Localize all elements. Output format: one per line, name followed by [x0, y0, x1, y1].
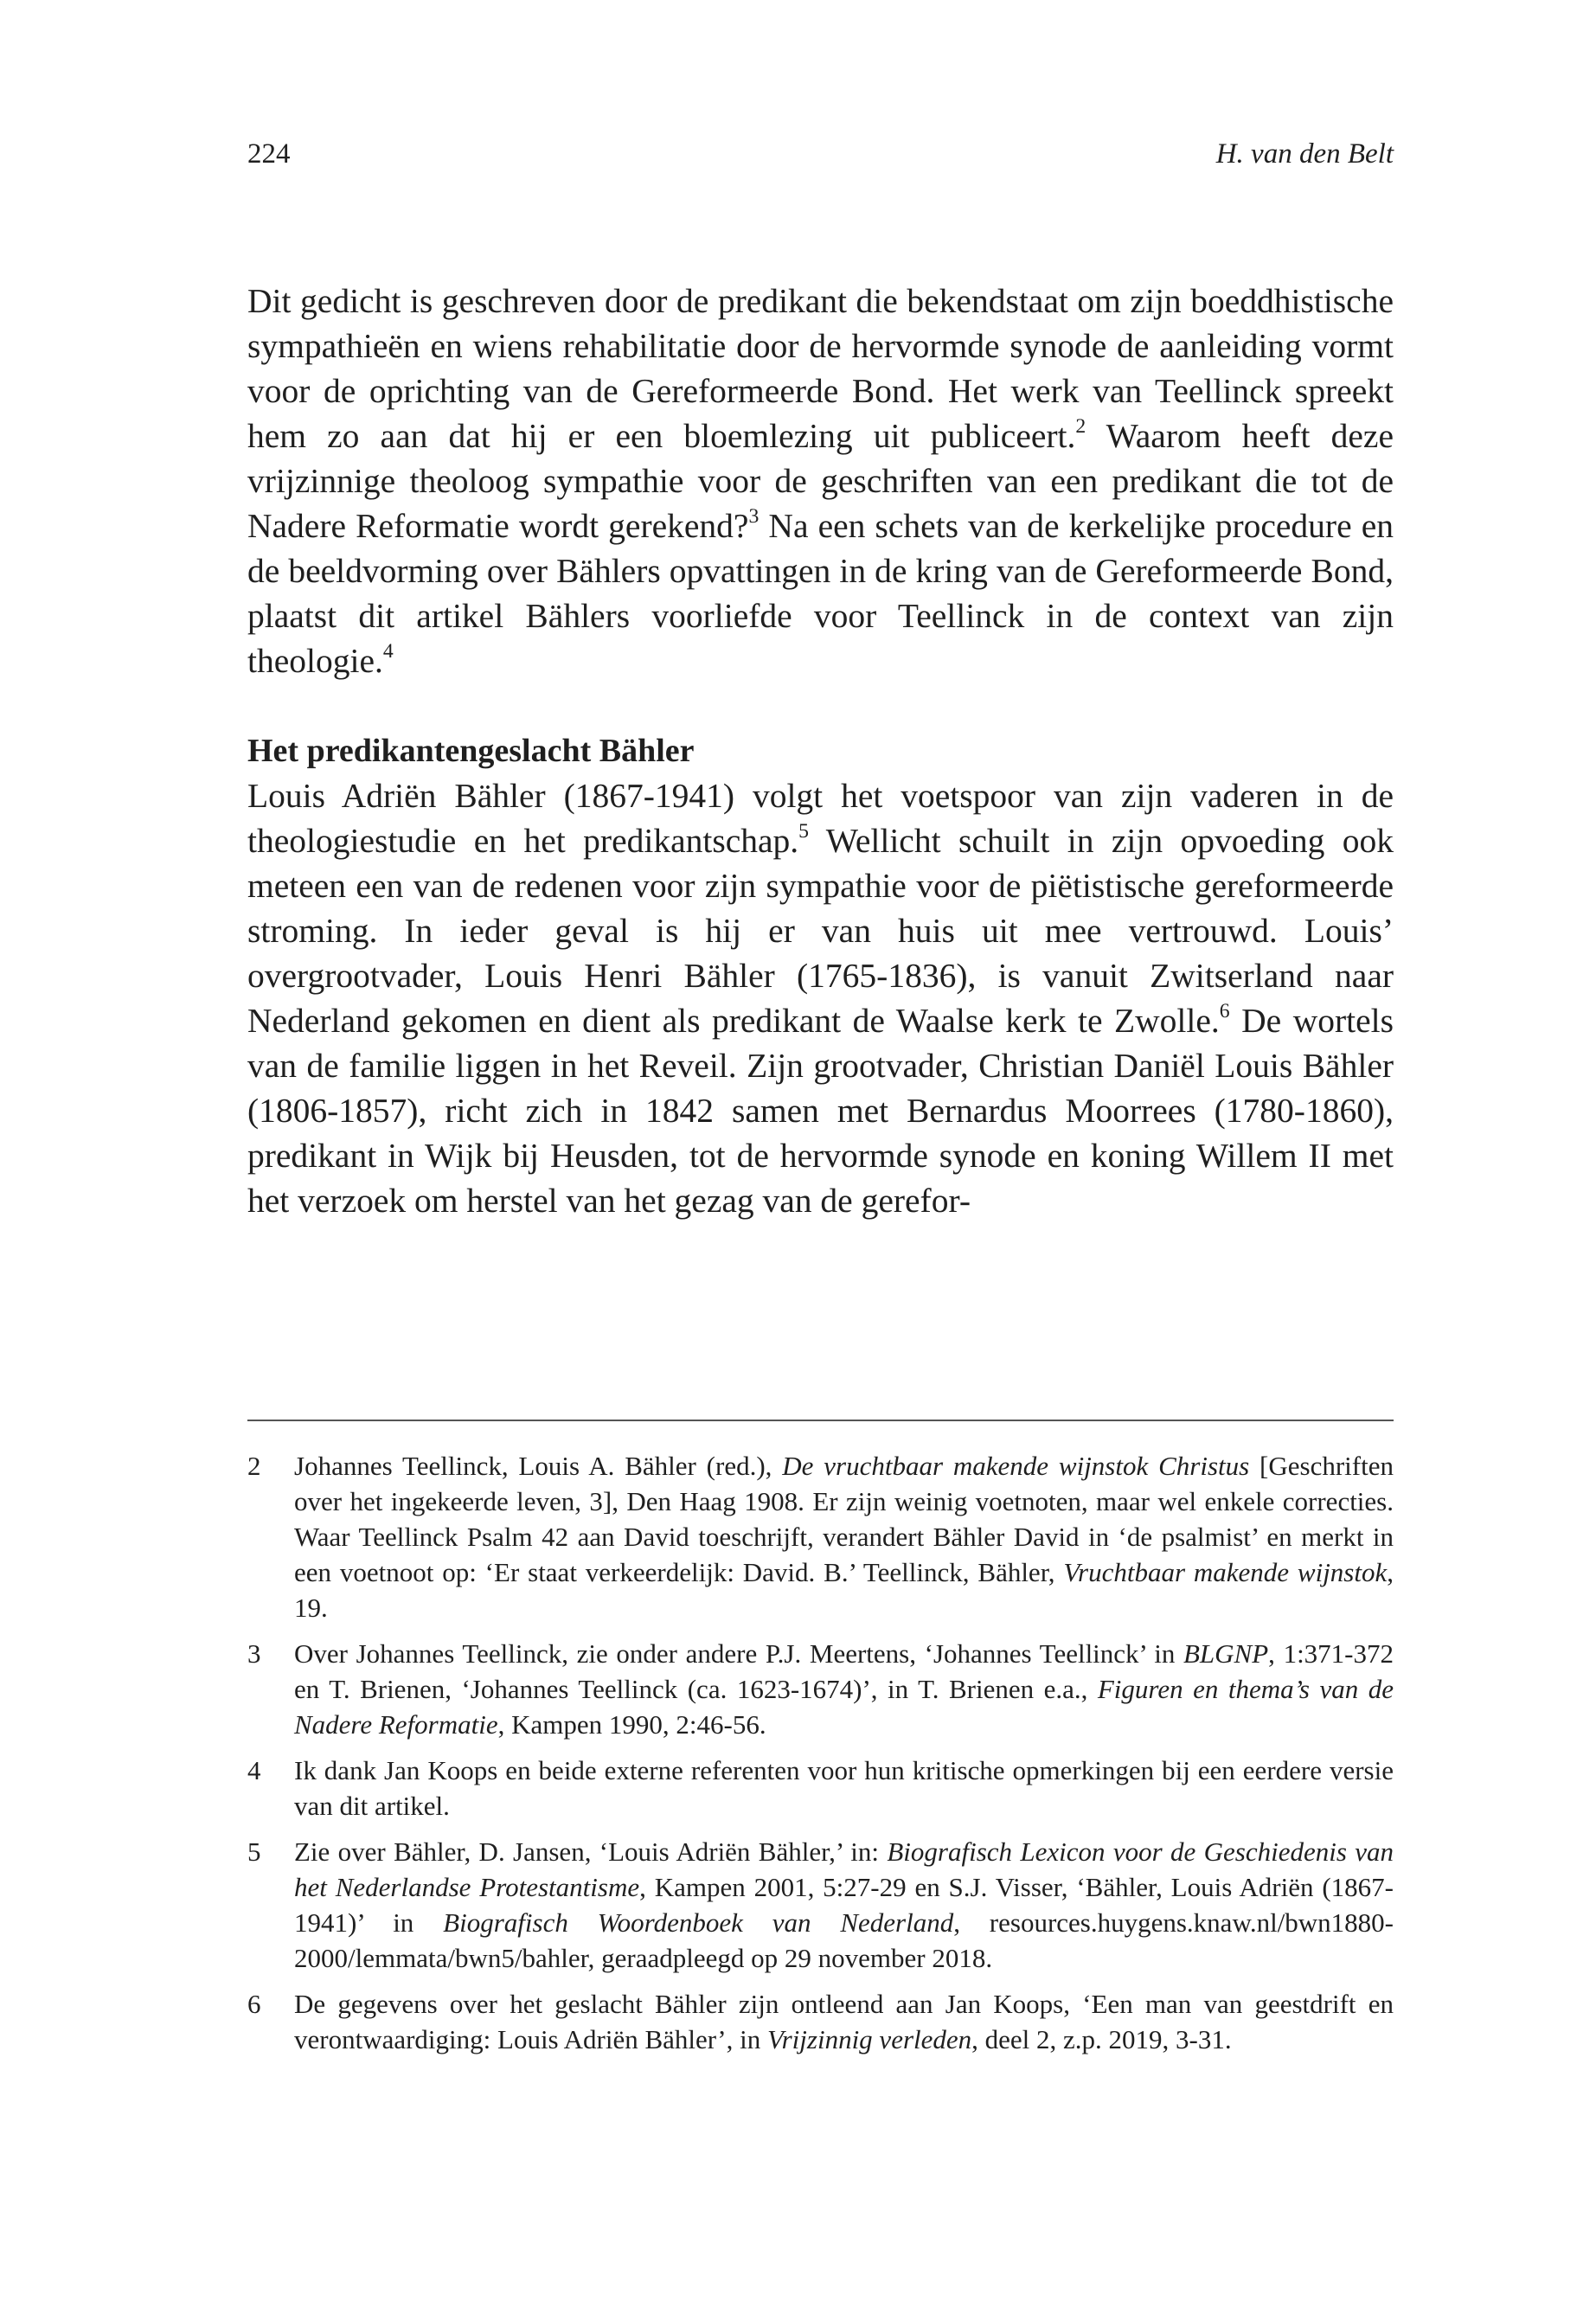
- paragraph-bahler: Louis Adriën Bähler (1867-1941) volgt het voetspoor van zijn vaderen in de theologiestudie en het predikantschap.$^5$ Wellicht schuilt in zijn opvoeding ook meteen een van de redenen voor zijn sympathie voor de piëtistische gereformeerde stroming. In ieder geval is hij er van huis uit mee vertrouwd. Louis’ overgrootvader, Louis Henri Bähler (1765-1836), is vanuit Zwitserland naar Nederland gekomen en dient als predikant de Waalse kerk te Zwolle.$^6$ De wortels van de familie liggen in het Reveil. Zijn grootvader, Christian Daniël Louis Bähler (1806-1857), richt zich in 1842 samen met Bernardus Moorrees (1780-1860), predikant in Wijk bij Heusden, tot de hervormde synode en koning Willem II met het verzoek om herstel van het gezag van de gerefor-: [247, 777, 1394, 1220]
- footnote-text: Johannes Teellinck, Louis A. Bähler (red.), De vruchtbaar makende wijnstok Christus [Geschriften over het ingekeerde leven, 3], Den Haag 1908. Er zijn weinig voetnoten, maar wel enkele correcties. Waar Teellinck Psalm 42 aan David toeschrijft, verandert Bähler David in ‘de psalmist’ en merkt in een voetnoot op: ‘Er staat verkeerdelijk: David. B.’ Teellinck, Bähler, Vruchtbaar makende wijnstok, 19.: [294, 1451, 1394, 1623]
- footnote-text: Over Johannes Teellinck, zie onder andere P.J. Meertens, ‘Johannes Teellinck’ in BLGNP, 1:371-372 en T. Brienen, ‘Johannes Teellinck (ca. 1623-1674)’, in T. Brienen e.a., Figuren en thema’s van de Nadere Reformatie, Kampen 1990, 2:46-56.: [294, 1638, 1394, 1740]
- footnote-ref-3[interactable]: 3: [748, 505, 760, 529]
- footnote-number: 5: [247, 1836, 261, 1867]
- footnote-text: De gegevens over het geslacht Bähler zijn ontleend aan Jan Koops, ‘Een man van geestdrift en verontwaardiging: Louis Adriën Bähler’, in Vrijzinnig verleden, deel 2, z.p. 2019, 3-31.: [294, 1989, 1394, 2054]
- footnote-number: 2: [247, 1451, 261, 1481]
- paragraph-intro: Dit gedicht is geschreven door de predikant die bekendstaat om zijn boeddhistische sympathieën en wiens rehabilitatie door de hervormde synode de aanleiding vormt voor de oprichting van de Gereformeerde Bond. Het werk van Teellinck spreekt hem zo aan dat hij er een bloemlezing uit publiceert.$^2$ Waarom heeft deze vrijzinnige theoloog sympathie voor de geschriften van een predikant die tot de Nadere Reformatie wordt gerekend?$^3$ Na een schets van de kerkelijke procedure en de beeldvorming over Bählers opvattingen in de kring van de Gereformeerde Bond, plaatst dit artikel Bählers voorliefde voor Teellinck in de context van zijn theologie.$^4$: [247, 282, 1394, 680]
- footnote-ref-4[interactable]: 4: [382, 640, 394, 663]
- footnote-text: Ik dank Jan Koops en beide externe referenten voor hun kritische opmerkingen bij een eerdere versie van dit artikel.: [294, 1755, 1394, 1821]
- footnote-5: [247, 1834, 1394, 1976]
- footnote-4: [247, 1753, 1394, 1823]
- footnote-3: [247, 1636, 1394, 1742]
- running-head-author: H. van den Belt: [1215, 138, 1394, 170]
- footnote-ref-2[interactable]: 2: [1075, 415, 1086, 439]
- body-text: [247, 279, 1394, 1223]
- footnote-number: 4: [247, 1755, 261, 1785]
- page-number: 224: [247, 138, 291, 170]
- footnote-number: 6: [247, 1989, 261, 2019]
- footnote-2: [247, 1448, 1394, 1625]
- footnote-ref-5[interactable]: 5: [798, 820, 809, 843]
- footnote-number: 3: [247, 1638, 261, 1669]
- section-heading: Het predikantengeslacht Bähler: [247, 733, 695, 769]
- footnote-text: Zie over Bähler, D. Jansen, ‘Louis Adriën Bähler,’ in: Biografisch Lexicon voor de Geschiedenis van het Nederlandse Protestantisme, Kampen 2001, 5:27-29 en S.J. Visser, ‘Bähler, Louis Adriën (1867-1941)’ in Biografisch Woordenboek van Nederland, resources.huygens.knaw.nl/bwn1880-2000/lemmata/bwn5/bahler, geraadpleegd op 29 november 2018.: [294, 1836, 1394, 1973]
- footnote-divider: [247, 1420, 1394, 1421]
- footnotes: [247, 1448, 1394, 2067]
- footnote-ref-6[interactable]: 6: [1219, 1000, 1230, 1023]
- footnote-6: [247, 1986, 1394, 2057]
